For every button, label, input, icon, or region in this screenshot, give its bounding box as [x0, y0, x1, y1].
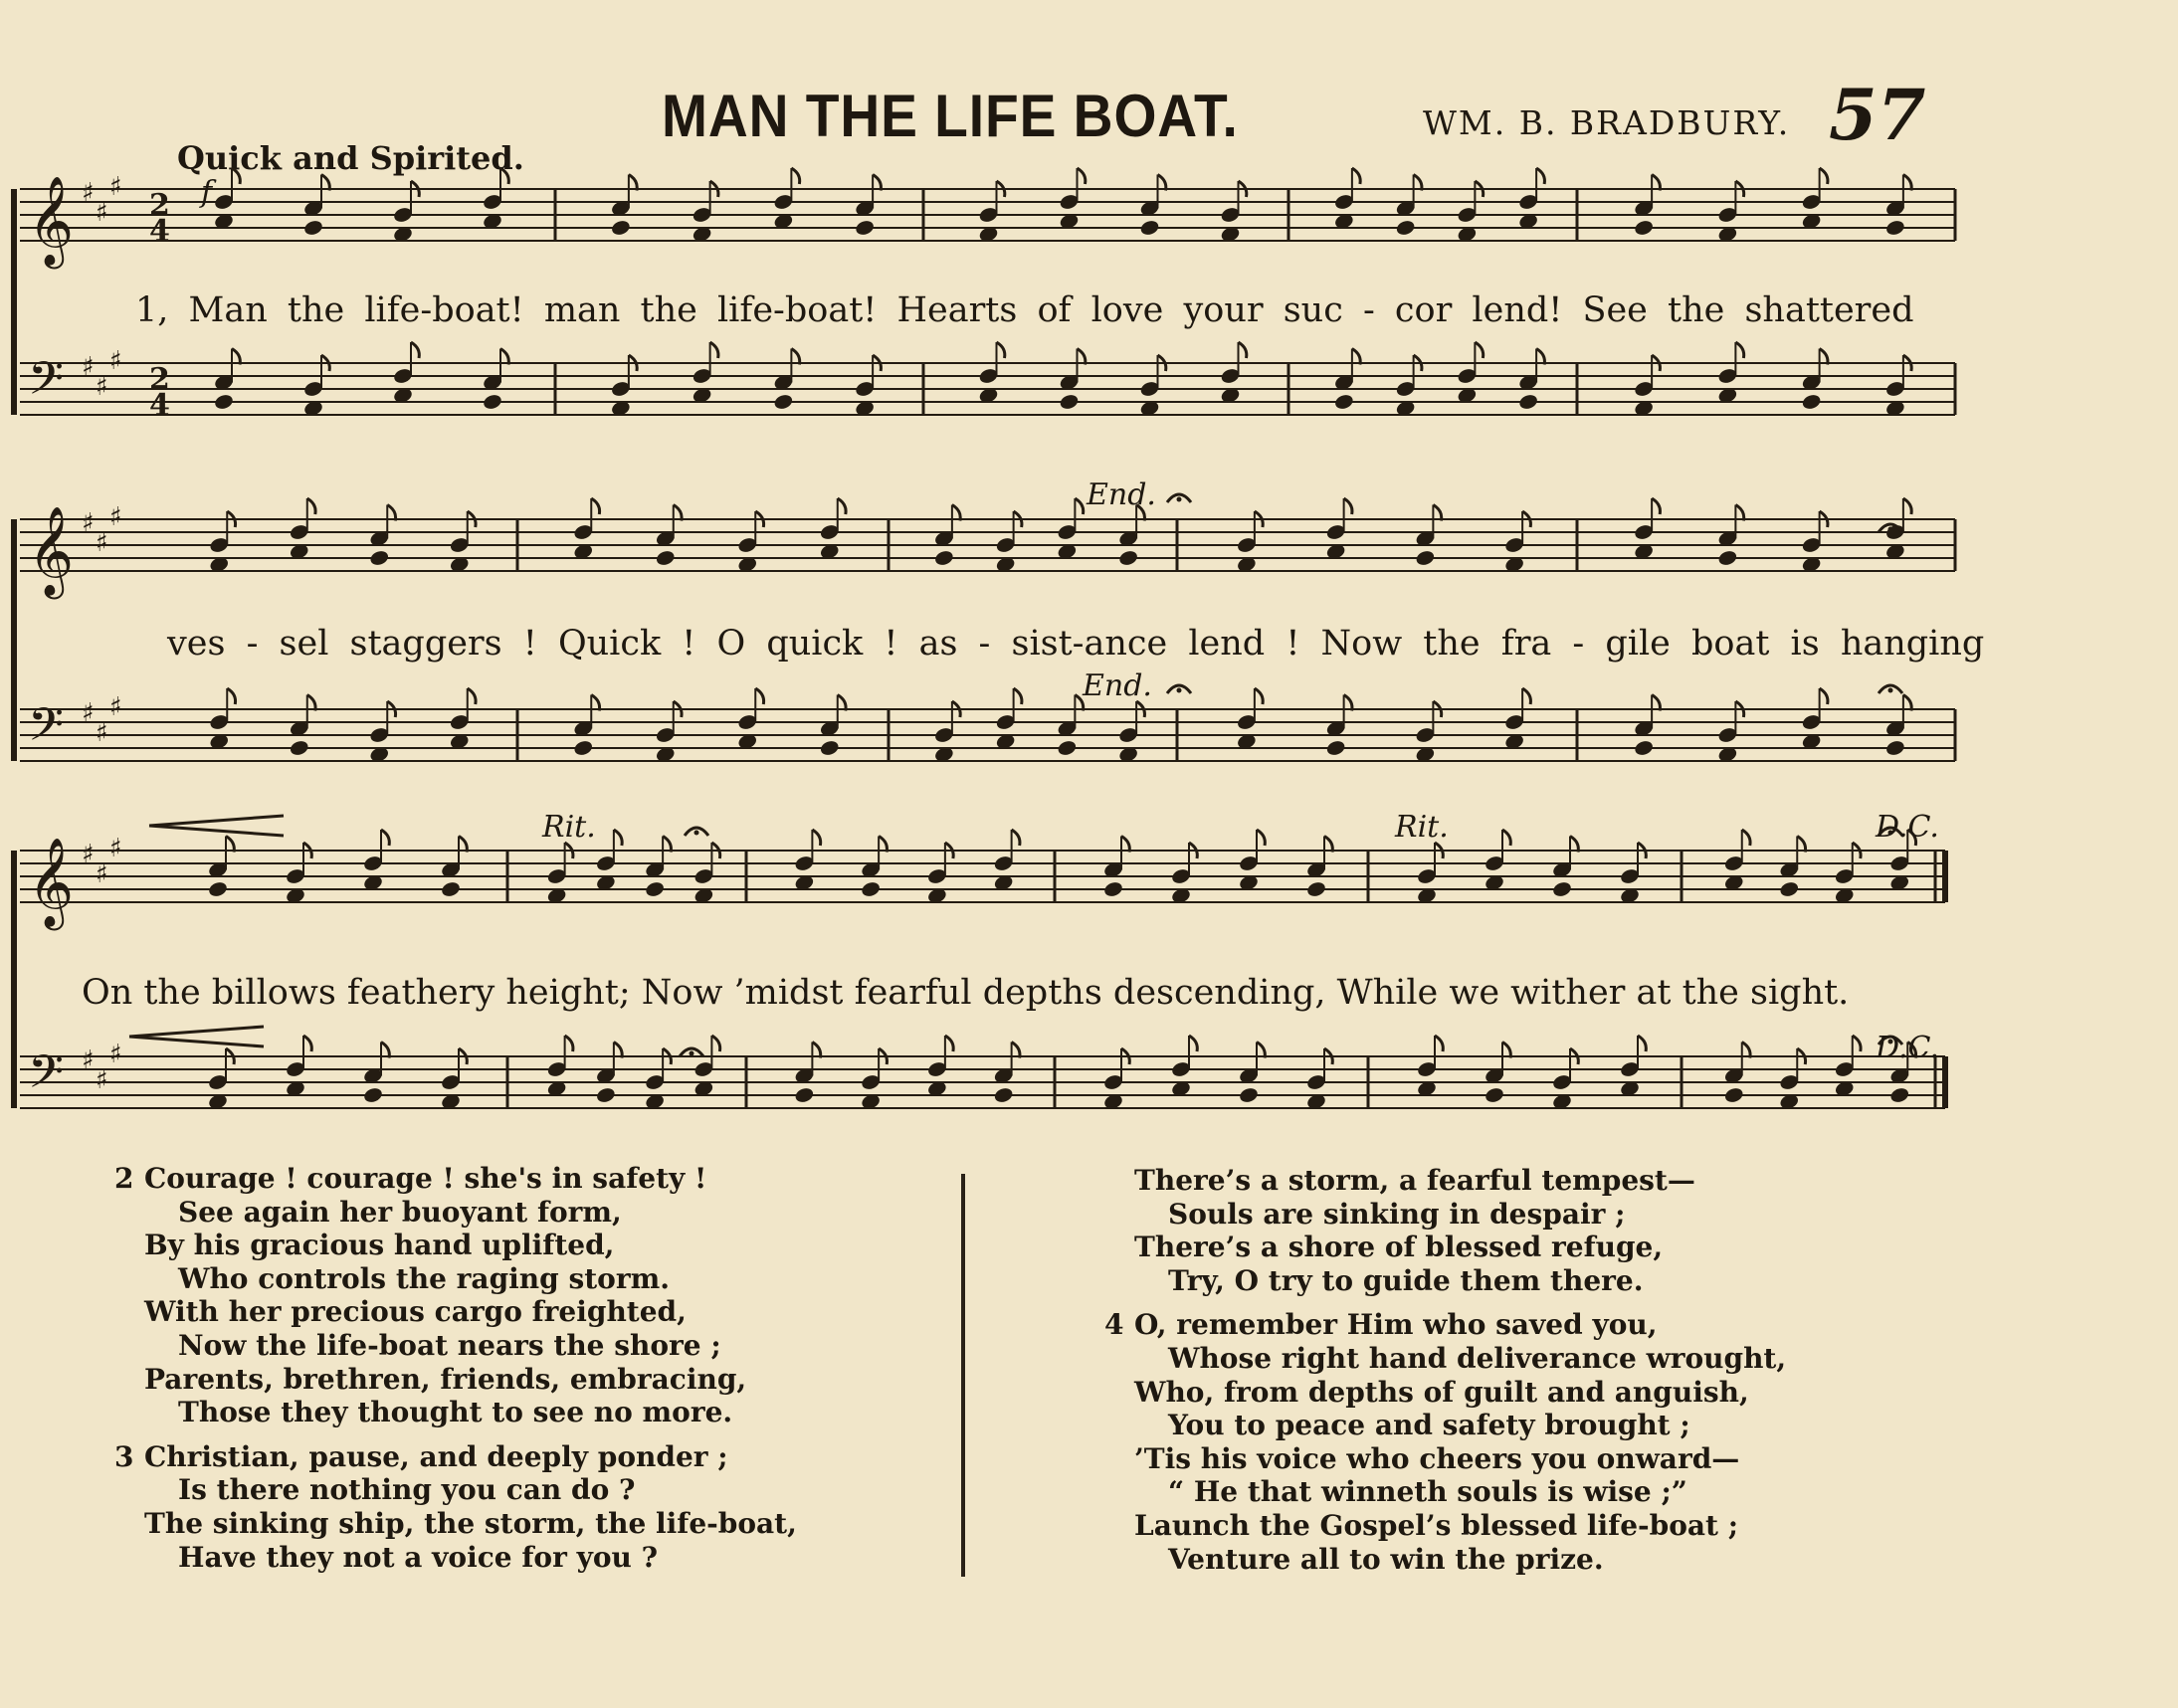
treble-clef: 𝄞	[28, 506, 75, 596]
note-flag	[1475, 342, 1483, 358]
composer-credit: WM. B. BRADBURY.	[1423, 103, 1791, 142]
note-head	[1305, 880, 1326, 898]
verse-line: Those they thought to see no more.	[178, 1396, 733, 1429]
end-marking-bass: End.	[1083, 668, 1152, 703]
sharp-sign: ♯	[109, 692, 122, 722]
verse-line: See again her buoyant form,	[178, 1195, 622, 1229]
note-flag	[1239, 342, 1247, 358]
note-head	[1551, 880, 1572, 898]
sharp-sign: ♯	[96, 1065, 108, 1095]
hairpin	[129, 1027, 264, 1046]
note-head	[773, 393, 794, 411]
note-head	[1117, 549, 1138, 567]
sharp-sign: ♯	[82, 840, 95, 869]
time-signature: 4	[149, 388, 170, 423]
dynamic-forte: f	[201, 175, 213, 210]
note-head	[213, 393, 234, 411]
note-flag	[227, 688, 235, 704]
note-head	[1484, 1086, 1504, 1104]
note-head	[1889, 1086, 1910, 1104]
note-head	[1723, 1086, 1744, 1104]
lyric-line-2: ves - sel staggers ! Quick ! O quick ! as - sist-ance lend ! Now the fra - gile boat is hanging	[167, 624, 1985, 664]
fermata-dot	[1177, 497, 1182, 502]
verse-number: 2	[114, 1162, 134, 1195]
dc-marking-treble: D.C.	[1876, 810, 1939, 845]
treble-clef: 𝄞	[28, 838, 75, 927]
verse-line: “ He that winneth souls is wise ;”	[1168, 1475, 1687, 1509]
note-head	[1801, 393, 1822, 411]
note-flag	[711, 1036, 719, 1051]
note-head	[860, 880, 881, 898]
bass-clef: 𝄢	[28, 1045, 65, 1110]
note-head	[993, 1086, 1014, 1104]
verse-line: ’Tis his voice who cheers you onward—	[1134, 1441, 1740, 1475]
sharp-sign: ♯	[82, 508, 95, 538]
verse-line: The sinking ship, the storm, the life-boat,	[144, 1506, 797, 1540]
note-head	[644, 880, 665, 898]
note-flag	[381, 830, 389, 846]
time-signature: 2	[149, 188, 170, 223]
verse-line: Launch the Gospel’s blessed life-boat ;	[1134, 1508, 1739, 1542]
verse-line: By his gracious hand uplifted,	[144, 1229, 615, 1262]
note-flag	[411, 342, 419, 358]
note-flag	[1652, 498, 1660, 514]
note-flag	[1014, 688, 1022, 704]
verse-line: 2 Courage ! courage ! she's in safety !	[114, 1162, 707, 1195]
note-head	[1057, 739, 1078, 757]
note-head	[362, 1086, 383, 1104]
verses-right-column	[1104, 1164, 1787, 1576]
note-flag	[1435, 1036, 1443, 1051]
note-head	[1395, 219, 1416, 237]
lyric-line-1: 1, Man the life-boat! man the life-boat! Hearts of love your suc - cor lend! See the shattered	[135, 290, 1914, 330]
note-head	[1779, 880, 1800, 898]
note-head	[655, 549, 676, 567]
tempo-marking: Quick and Spirited.	[177, 139, 524, 177]
bass-clef: 𝄢	[28, 352, 65, 417]
note-flag	[565, 1036, 573, 1051]
sharp-sign: ♯	[96, 198, 108, 228]
note-head	[1139, 219, 1160, 237]
note-flag	[1820, 168, 1828, 184]
note-head	[1325, 739, 1346, 757]
verse-line: You to peace and safety brought ;	[1168, 1409, 1690, 1442]
verses-left-column	[114, 1162, 797, 1574]
verse-line: Is there nothing you can do ?	[178, 1473, 636, 1507]
column-divider	[961, 1174, 965, 1577]
note-head	[819, 739, 840, 757]
note-head	[794, 1086, 815, 1104]
note-flag	[614, 830, 622, 846]
fermata-dot	[694, 831, 699, 836]
note-head	[482, 393, 502, 411]
note-flag	[755, 688, 763, 704]
note-head	[1517, 393, 1538, 411]
lyric-line-3: On the billows feathery height; Now ’midst fearful depths descending, While we wither at the sight.	[82, 973, 1850, 1013]
note-flag	[307, 498, 315, 514]
note-flag	[1189, 1036, 1197, 1051]
note-head	[573, 739, 594, 757]
note-head	[595, 1086, 616, 1104]
sharp-sign: ♯	[82, 698, 95, 728]
verse-line: Parents, brethren, friends, embracing,	[144, 1362, 747, 1396]
sharp-sign: ♯	[96, 718, 108, 748]
sharp-sign: ♯	[96, 528, 108, 558]
verse-line: Who controls the raging storm.	[178, 1261, 670, 1295]
note-flag	[945, 1036, 953, 1051]
note-head	[1102, 880, 1123, 898]
bass-clef: 𝄢	[28, 698, 65, 763]
sharp-sign: ♯	[109, 502, 122, 532]
page-number: 57	[1829, 74, 1926, 156]
fermata-dot	[1888, 688, 1893, 693]
sharp-sign: ♯	[82, 1045, 95, 1075]
treble-clef: 𝄞	[28, 176, 75, 266]
fermata-dot	[690, 1051, 694, 1056]
verse-line: Whose right hand deliverance wrought,	[1168, 1341, 1787, 1375]
sharp-sign: ♯	[82, 352, 95, 382]
note-head	[1415, 549, 1436, 567]
note-head	[1633, 219, 1654, 237]
verse-line: Souls are sinking in despair ;	[1168, 1197, 1626, 1231]
note-head	[1717, 549, 1738, 567]
note-head	[1633, 739, 1654, 757]
note-flag	[468, 688, 476, 704]
sharp-sign: ♯	[109, 834, 122, 863]
verse-line: Try, O try to guide them there.	[1168, 1263, 1644, 1297]
note-flag	[1735, 342, 1743, 358]
sharp-sign: ♯	[96, 372, 108, 402]
note-flag	[303, 1036, 311, 1051]
note-head	[854, 219, 875, 237]
verse-line: There’s a storm, a fearful tempest—	[1134, 1164, 1695, 1197]
note-flag	[1638, 1036, 1646, 1051]
note-flag	[1344, 498, 1352, 514]
note-flag	[500, 168, 508, 184]
note-flag	[1502, 830, 1510, 846]
note-head	[1238, 1086, 1259, 1104]
note-flag	[1352, 168, 1360, 184]
note-flag	[791, 168, 799, 184]
note-head	[1059, 393, 1080, 411]
note-head	[440, 880, 461, 898]
verse-line: With her precious cargo freighted,	[144, 1295, 687, 1329]
note-flag	[1255, 688, 1263, 704]
note-head	[302, 219, 323, 237]
verse-line: There’s a shore of blessed refuge,	[1134, 1231, 1664, 1264]
note-head	[1333, 393, 1354, 411]
note-head	[1884, 219, 1905, 237]
note-flag	[1522, 688, 1530, 704]
note-head	[207, 880, 228, 898]
fermata-dot	[1177, 688, 1182, 693]
time-signature: 4	[149, 214, 170, 249]
note-head	[369, 549, 390, 567]
dc-marking-bass: D.C.	[1876, 1031, 1939, 1065]
end-marking-treble: End.	[1087, 477, 1156, 512]
note-flag	[1257, 830, 1265, 846]
time-signature: 2	[149, 362, 170, 397]
fermata-dot	[1888, 527, 1893, 532]
note-head	[289, 739, 309, 757]
page-title: MAN THE LIFE BOAT.	[662, 83, 1239, 149]
verse-line: 3 Christian, pause, and deeply ponder ;	[114, 1439, 728, 1473]
rit-marking-2: Rit.	[1395, 810, 1449, 845]
note-flag	[1536, 168, 1544, 184]
sharp-sign: ♯	[82, 178, 95, 208]
verse-number: 4	[1104, 1308, 1124, 1342]
hairpin	[149, 816, 284, 836]
verse-number: 3	[114, 1439, 134, 1473]
sharp-sign: ♯	[96, 859, 108, 889]
verse-line: Now the life-boat nears the shore ;	[178, 1328, 721, 1362]
note-flag	[838, 498, 846, 514]
note-flag	[1820, 688, 1828, 704]
note-flag	[1012, 830, 1020, 846]
note-flag	[997, 342, 1005, 358]
note-head	[933, 549, 954, 567]
sharp-sign: ♯	[109, 1040, 122, 1069]
note-flag	[1078, 168, 1086, 184]
note-flag	[1075, 498, 1083, 514]
verse-line: Who, from depths of guilt and anguish,	[1134, 1375, 1749, 1409]
verse-line: 4 O, remember Him who saved you,	[1104, 1308, 1658, 1342]
note-flag	[710, 342, 718, 358]
verse-line: Venture all to win the prize.	[1168, 1542, 1604, 1576]
sharp-sign: ♯	[109, 172, 122, 202]
rit-marking-1: Rit.	[542, 810, 596, 845]
note-flag	[1853, 1036, 1861, 1051]
note-flag	[1742, 830, 1750, 846]
verse-line: Have they not a voice for you ?	[178, 1540, 659, 1574]
note-flag	[591, 498, 599, 514]
note-flag	[812, 830, 820, 846]
note-flag	[1903, 498, 1911, 514]
note-head	[1884, 739, 1905, 757]
note-flag	[232, 168, 240, 184]
note-head	[610, 219, 631, 237]
sharp-sign: ♯	[109, 346, 122, 376]
